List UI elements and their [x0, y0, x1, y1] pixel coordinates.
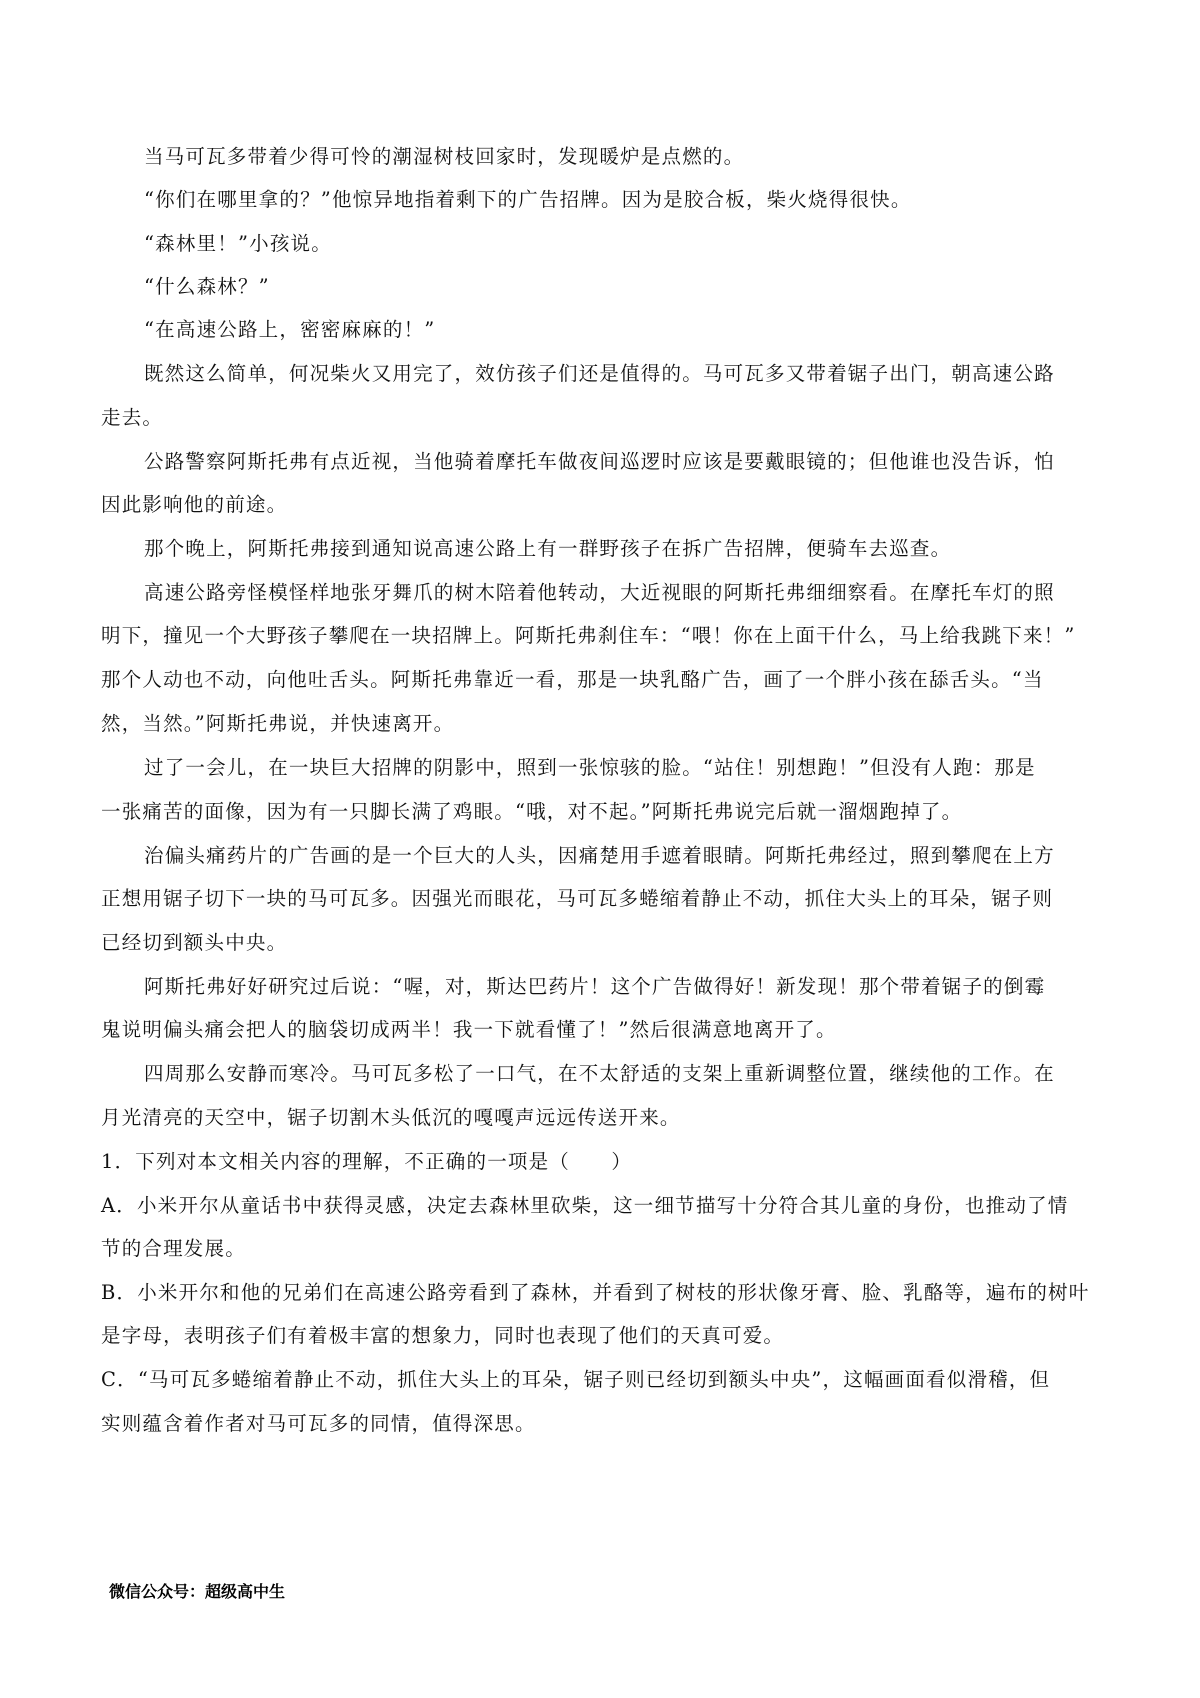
text-line: “什么森林？”: [144, 275, 270, 298]
text-line: 既然这么简单，何况柴火又用完了，效仿孩子们还是值得的。马可瓦多又带着锯子出门，朝高速公路: [144, 362, 1055, 385]
text-line: 已经切到额头中央。: [101, 931, 288, 954]
text-line: 正想用锯子切下一块的马可瓦多。因强光而眼花，马可瓦多蜷缩着静止不动，抓住大头上的耳朵，锯子则: [101, 887, 1054, 910]
text-line: “你们在哪里拿的？”他惊异地指着剩下的广告招牌。因为是胶合板，柴火烧得很快。: [144, 188, 912, 211]
option-b: B．小米开尔和他的兄弟们在高速公路旁看到了森林，并看到了树枝的形状像牙膏、脸、乳酪等，遍布的树叶: [101, 1281, 1090, 1304]
text-line: 月光清亮的天空中，锯子切割木头低沉的嘎嘎声远远传送开来。: [101, 1106, 681, 1129]
option-c: C．“马可瓦多蜷缩着静止不动，抓住大头上的耳朵，锯子则已经切到额头中央”，这幅画面看似滑稽，但: [101, 1368, 1051, 1391]
option-b-cont: 是字母，表明孩子们有着极丰富的想象力，同时也表现了他们的天真可爱。: [101, 1324, 785, 1347]
text-line: 明下，撞见一个大野孩子攀爬在一块招牌上。阿斯托弗刹住车：“喂！你在上面干什么，马上给我跳下来！”: [101, 624, 1076, 647]
option-a: A．小米开尔从童话书中获得灵感，决定去森林里砍柴，这一细节描写十分符合其儿童的身份，也推动了情: [101, 1194, 1069, 1217]
text-line: 鬼说明偏头痛会把人的脑袋切成两半！我一下就看懂了！”然后很满意地离开了。: [101, 1018, 837, 1041]
option-c-cont: 实则蕴含着作者对马可瓦多的同情，值得深思。: [101, 1412, 536, 1435]
text-line: 高速公路旁怪模怪样地张牙舞爪的树木陪着他转动，大近视眼的阿斯托弗细细察看。在摩托车灯的照: [144, 581, 1055, 604]
text-line: 公路警察阿斯托弗有点近视，当他骑着摩托车做夜间巡逻时应该是要戴眼镜的；但他谁也没告诉，怕: [144, 450, 1055, 473]
text-line: 那个人动也不动，向他吐舌头。阿斯托弗靠近一看，那是一块乳酪广告，画了一个胖小孩在舔舌头。“当: [101, 668, 1044, 691]
text-line: 走去。: [101, 406, 164, 429]
text-line: 四周那么安静而寒冷。马可瓦多松了一口气，在不太舒适的支架上重新调整位置，继续他的工作。在: [144, 1062, 1055, 1085]
text-line: 治偏头痛药片的广告画的是一个巨大的人头，因痛楚用手遮着眼睛。阿斯托弗经过，照到攀爬在上方: [144, 844, 1055, 867]
text-line: “在高速公路上，密密麻麻的！”: [144, 318, 436, 341]
text-line: 过了一会儿，在一块巨大招牌的阴影中，照到一张惊骇的脸。“站住！别想跑！”但没有人跑：那是: [144, 756, 1036, 779]
text-line: 一张痛苦的面像，因为有一只脚长满了鸡眼。“哦，对不起。”阿斯托弗说完后就一溜烟跑掉了。: [101, 800, 963, 823]
text-line: “森林里！”小孩说。: [144, 232, 332, 255]
text-line: 阿斯托弗好好研究过后说：“喔，对，斯达巴药片！这个广告做得好！新发现！那个带着锯子的倒霉: [144, 975, 1046, 998]
text-line: 那个晚上，阿斯托弗接到通知说高速公路上有一群野孩子在拆广告招牌，便骑车去巡查。: [144, 537, 952, 560]
option-a-cont: 节的合理发展。: [101, 1237, 246, 1260]
text-line: 然，当然。”阿斯托弗说，并快速离开。: [101, 712, 455, 735]
question-stem: 1．下列对本文相关内容的理解，不正确的一项是（ ）: [101, 1150, 633, 1173]
footer-watermark: 微信公众号：超级高中生: [109, 1582, 286, 1601]
text-line: 因此影响他的前途。: [101, 493, 288, 516]
text-line: 当马可瓦多带着少得可怜的潮湿树枝回家时，发现暖炉是点燃的。: [144, 145, 745, 168]
